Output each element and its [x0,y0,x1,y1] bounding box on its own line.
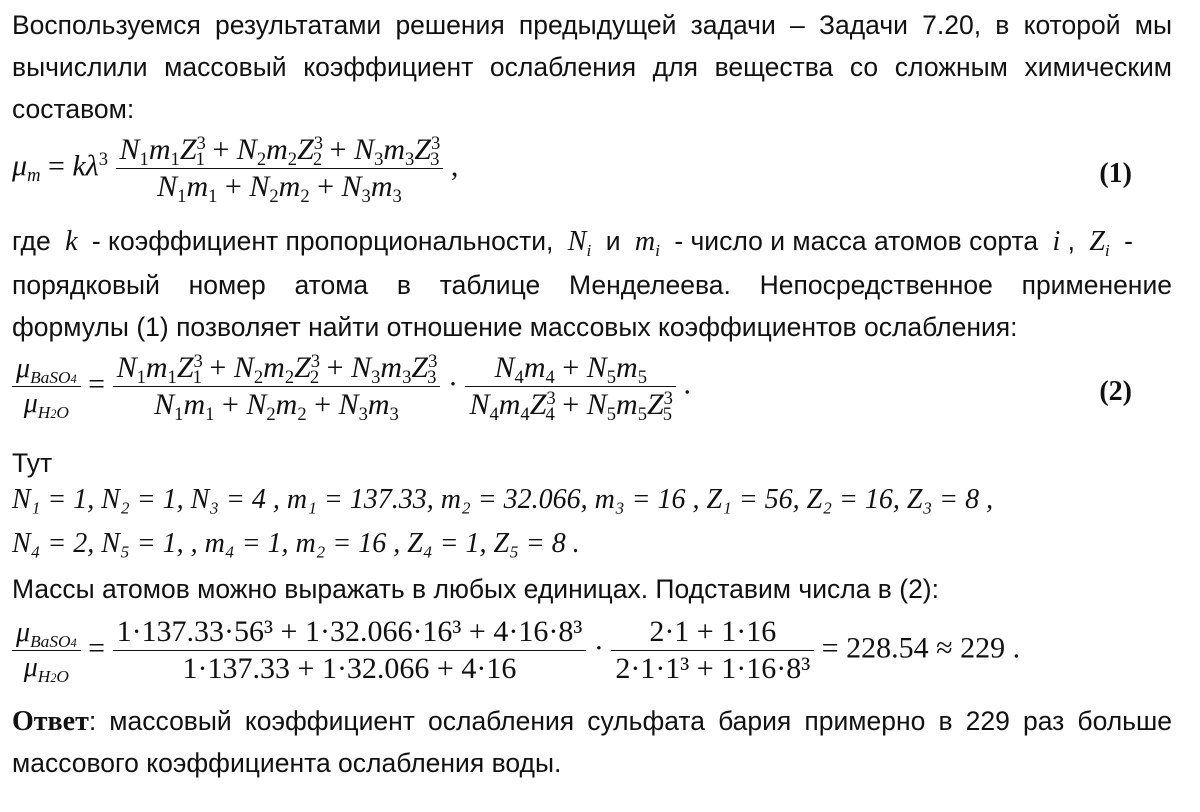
equation-3-den-a: 1·137.33 + 1·32.066 + 4·16 [182,652,517,685]
paragraph-2-line-2: порядковый номер атома в таблице Менделеева. Непосредственное применение [12,270,1172,300]
equation-1-fraction: $\frac{N1m1Z^31 + N2m2Z^32 + N3m3Z^33}{N1m1 + N2m2 + N3m3}$ [116,132,444,205]
mass-description: - число и масса атомов сорта [674,226,1039,256]
equation-3: $\frac{\text{μBaSO4}}{\mu H2O}$ = $\frac{\text{1·137.33·56³ + 1·32.066·16³ + 4·16·8³}}{1\cdot 137.33 + 1\cdot 32.066 + 4\cdot 16}$ · $\frac{2\cdot 1 + 1\cdot 16}{\text{2·1·1³ + 1·16·8³}}$ = 228.54 ≈ 229 . [12,614,1020,687]
equation-3-num-a: 1·137.33·56³ + 1·32.066·16³ + 4·16·8³ [116,615,583,648]
values-line-2: N₄ = 2, N₅ = 1, , m₄ = 1, m₂ = 16 , Z₄ = 1, Z₅ = 8 . [12,528,580,559]
equation-3-fraction-b [611,614,814,687]
answer-text: : массовый коэффициент ослабления сульфата бария примерно в 229 раз больше [88,706,1172,736]
word-and: и [605,226,621,256]
equation-1-number: (1) [1099,158,1132,189]
equation-3-ratio: $\frac{\text{μBaSO4}}{\mu H2O}$ [12,616,81,684]
equation-2-ratio: $\frac{\text{μBaSO4}}{\mu H2O}$ [12,352,81,420]
values-line-1: N₁ = 1, N₂ = 1, N₃ = 4 , m₁ = 137.33, m₂ = 32.066, m₃ = 16 , Z₁ = 56, Z₂ = 16, Z₃ = 8 , [12,484,994,515]
answer-line-1 [12,706,1172,738]
equation-2: $\frac{\text{μBaSO4}}{\mu H2O}$ = $\frac{N1m1Z^31 + N2m2Z^32 + N3m3Z^33}{N1m1 + N2m2 + N3m3}$ · $\frac{N4m4 + N5m5}{N4m4Z^34 + N5m5Z^35}$ . [12,350,691,423]
paragraph-3: Массы атомов можно выражать в любых единицах. Подставим числа в (2): [12,574,939,604]
z-dash: - [1124,226,1133,256]
equation-1: $\mu m = k\lambda^3$ $\frac{N1m1Z^31 + N2m2Z^32 + N3m3Z^33}{N1m1 + N2m2 + N3m3}$ , [12,132,459,207]
paragraph-2-line-3: формулы (1) позволяет найти отношение массовых коэффициентов ослабления: [12,312,1018,342]
word-gde: где [12,226,51,256]
paragraph-1-line-2: вычислили массовый коэффициент ослабления для вещества со сложным химическим [12,52,1172,82]
equation-3-den-b: 2·1·1³ + 1·16·8³ [615,652,811,685]
word-tut: Тут [12,448,53,478]
equation-2-fraction-a: $\frac{N1m1Z^31 + N2m2Z^32 + N3m3Z^33}{N1m1 + N2m2 + N3m3}$ [113,350,441,423]
answer-line-2: массового коэффициента ослабления воды. [12,748,562,778]
equation-3-fraction-a [113,614,587,687]
equation-2-fraction-b: $\frac{N4m4 + N5m5}{N4m4Z^34 + N5m5Z^35}$ [465,350,676,423]
answer-label: Ответ [12,706,89,737]
paragraph-2-line-1: где k - коэффициент пропорциональности, Ni и mi - число и масса атомов сорта i , Zi - [12,226,1133,260]
k-description: - коэффициент пропорциональности, [91,226,554,256]
equation-3-num-b: 2·1 + 1·16 [649,615,777,648]
equation-3-result: = 228.54 ≈ 229 . [821,631,1021,665]
equation-2-number: (2) [1099,376,1132,407]
paragraph-1-line-3: составом: [12,94,135,124]
paragraph-1-line-1: Воспользуемся результатами решения предыдущей задачи – Задачи 7.20, в которой мы [12,10,1172,40]
